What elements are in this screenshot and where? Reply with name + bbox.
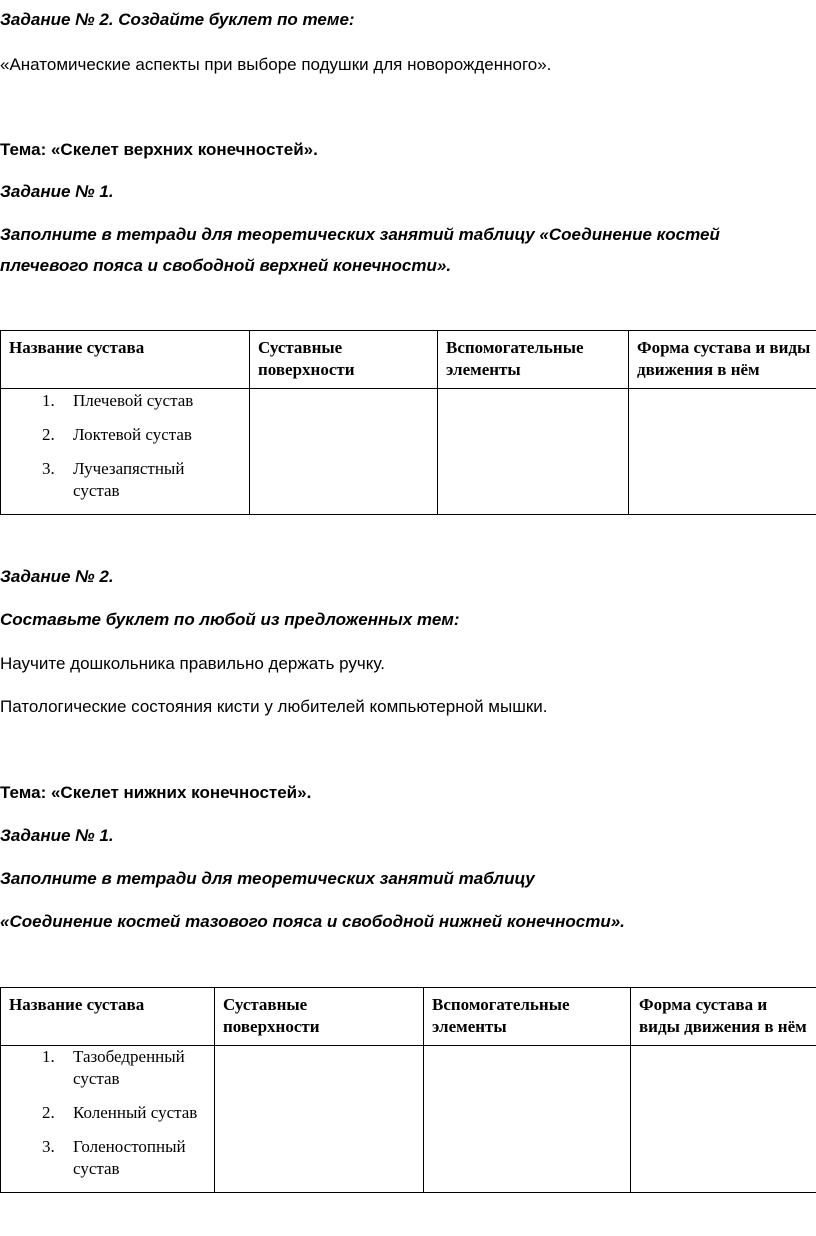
list-item: 3. Лучезапястный сустав <box>42 459 185 500</box>
table-header-row <box>1 988 816 1046</box>
upper-topic-2: Патологические состояния кисти у любителей компьютерной мышки. <box>0 697 548 716</box>
upper-section-title: Тема: «Скелет верхних конечностей». <box>0 140 318 159</box>
empty-cell <box>250 389 438 515</box>
upper-task1-text-line1: Заполните в тетради для теоретических занятий таблицу «Соединение костей <box>0 225 720 244</box>
header-cell-form-movement: Форма сустава и виды движения в нём <box>629 331 816 389</box>
list-item: 2. Коленный сустав <box>42 1103 198 1122</box>
empty-cell <box>631 1046 816 1193</box>
header-cell-auxiliary: Вспомогательные элементы <box>424 988 631 1046</box>
upper-task1-label: Задание № 1. <box>0 182 114 201</box>
upper-task2-text: Составьте буклет по любой из предложенных тем: <box>0 610 460 629</box>
header-cell-surfaces: Суставные поверхности <box>215 988 424 1046</box>
empty-cell <box>424 1046 631 1193</box>
table-header-row <box>1 331 816 389</box>
lower-joints-table <box>0 987 816 1193</box>
intro-topic: «Анатомические аспекты при выборе подушки для новорожденного». <box>0 55 552 74</box>
header-cell-joint-name: Название сустава <box>1 988 215 1046</box>
header-cell-joint-name: Название сустава <box>1 331 250 389</box>
empty-cell <box>629 389 816 515</box>
empty-cell <box>215 1046 424 1193</box>
upper-task1-text-line2: плечевого пояса и свободной верхней конечности». <box>0 256 452 275</box>
upper-joints-table <box>0 330 816 515</box>
joint-list <box>1 1046 214 1180</box>
lower-task1-text-line1: Заполните в тетради для теоретических занятий таблицу <box>0 869 535 888</box>
empty-cell <box>438 389 629 515</box>
lower-task1-text-line2: «Соединение костей тазового пояса и свободной нижней конечности». <box>0 912 625 931</box>
list-item: 2. Локтевой сустав <box>42 425 192 444</box>
header-cell-surfaces: Суставные поверхности <box>250 331 438 389</box>
list-item: 3. Голеностопный сустав <box>42 1137 186 1178</box>
joint-list-cell <box>1 1046 215 1193</box>
list-item: 1. Тазобедренный сустав <box>42 1047 185 1088</box>
table-row <box>1 389 816 515</box>
header-cell-auxiliary: Вспомогательные элементы <box>438 331 629 389</box>
upper-task2-label: Задание № 2. <box>0 567 114 586</box>
list-item: 1. Плечевой сустав <box>42 391 194 410</box>
header-cell-form-movement: Форма сустава и виды движения в нём <box>631 988 816 1046</box>
joint-list-cell <box>1 389 250 515</box>
joint-list <box>1 389 249 502</box>
lower-section-title: Тема: «Скелет нижних конечностей». <box>0 783 312 802</box>
upper-topic-1: Научите дошкольника правильно держать ручку. <box>0 654 385 673</box>
lower-task1-label: Задание № 1. <box>0 826 114 845</box>
intro-task-line: Задание № 2. Создайте буклет по теме: <box>0 10 355 29</box>
table-row <box>1 1046 816 1193</box>
